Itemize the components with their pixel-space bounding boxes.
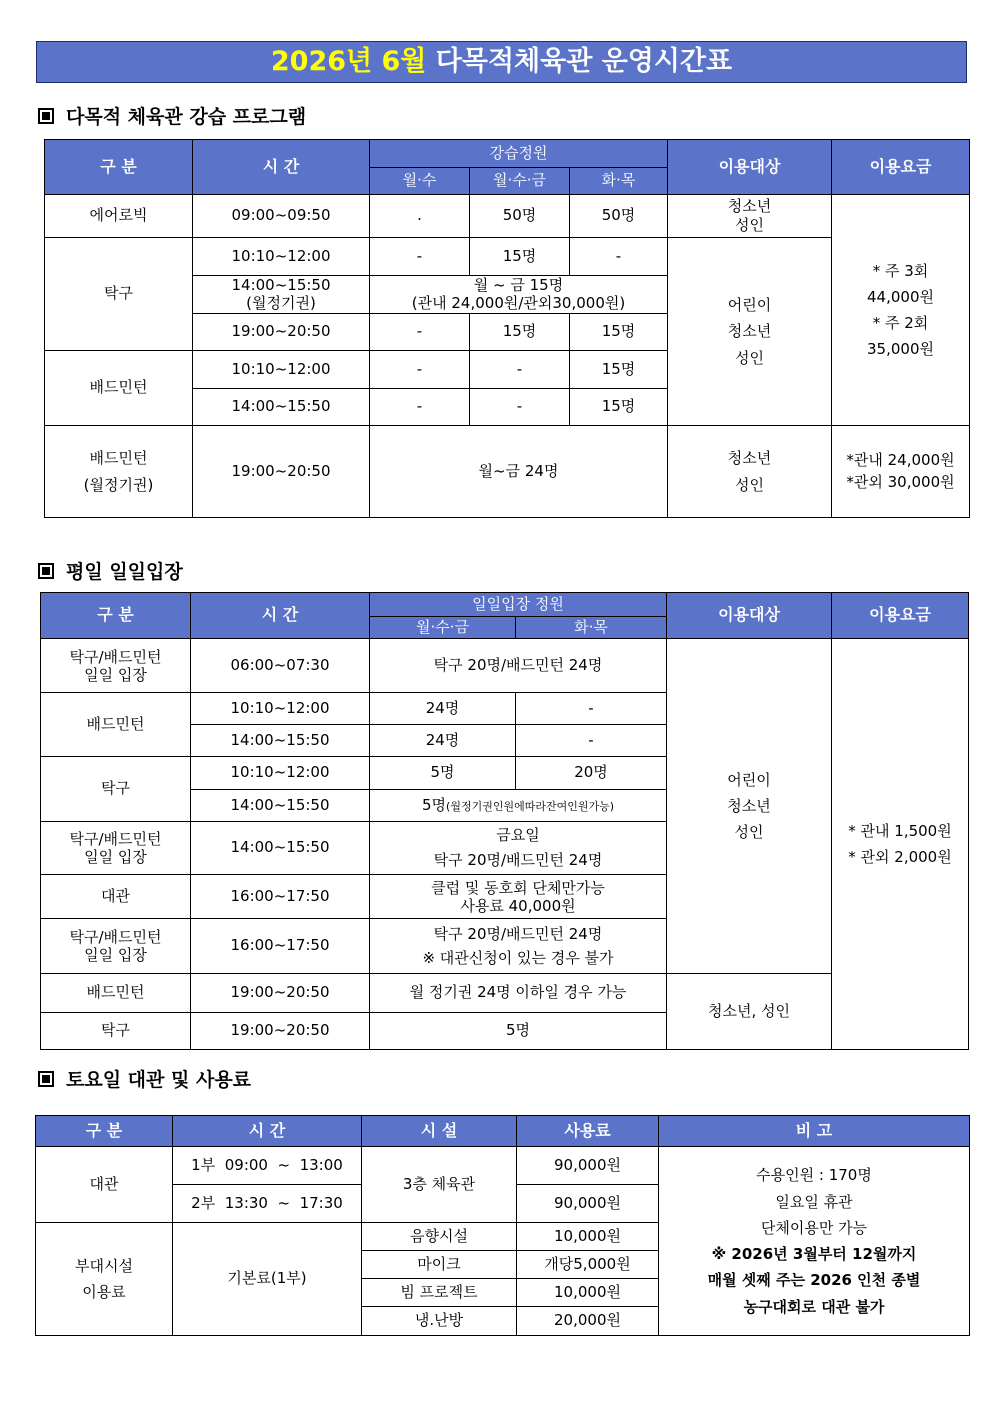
table-row: 14:00~15:50 (월정기권) 월 ~ 금 15명 (관내 24,000원/관외30,000원) xyxy=(45,276,970,314)
rental-note: 수용인원 : 170명 일요일 휴관 단체이용만 가능 ※ 2026년 3월부터 12월까지 매월 셋째 주는 2026 인천 종별 농구대회로 대관 불가 xyxy=(659,1147,970,1336)
saturday-rental-table xyxy=(35,1115,970,1336)
header-tue-thu: 화·목 xyxy=(570,168,668,195)
table-row: 19:00~20:50 - 15명 15명 xyxy=(45,314,970,351)
table-row: 배드민턴 10:10~12:00 24명 - xyxy=(41,693,969,725)
header-mon-wed: 월·수 xyxy=(370,168,470,195)
section-heading-daily: 평일 일일입장 xyxy=(38,559,183,585)
header-capacity: 일일입장 정원 xyxy=(370,593,667,617)
table-row: 빔 프로젝트 10,000원 xyxy=(36,1279,970,1307)
aerobic-target: 청소년 성인 xyxy=(668,195,832,238)
header-target: 이용대상 xyxy=(668,140,832,195)
table-row: 탁구 19:00~20:50 5명 xyxy=(41,1013,969,1050)
lesson-fee: * 주 3회 44,000원 * 주 2회 35,000원 xyxy=(832,195,970,426)
daily-target: 어린이 청소년 성인 xyxy=(667,639,832,974)
title-year-month: 2026년 6월 xyxy=(270,46,427,77)
header-time: 시 간 xyxy=(191,593,370,639)
table-row: 배드민턴 (월정기권) 19:00~20:50 월~금 24명 청소년 성인 *관내 24,000원 *관외 30,000원 xyxy=(45,426,970,518)
table-row: 대관 1부 09:00 ~ 13:00 3층 체육관 90,000원 수용인원 : 170명 일요일 휴관 단체이용만 가능 ※ 2026년 3월부터 12월까지 매월 셋째 주는 2026 인천 종별 농구대회로 대관 불가 xyxy=(36,1147,970,1185)
square-bullet-icon xyxy=(38,1071,54,1087)
table-row: 대관 16:00~17:50 클럽 및 동호회 단체만가능 사용료 40,000원 xyxy=(41,875,969,919)
table-row: 탁구/배드민턴 일일 입장 16:00~17:50 탁구 20명/배드민턴 24명 ※ 대관신청이 있는 경우 불가 xyxy=(41,919,969,974)
header-time: 시 간 xyxy=(193,140,370,195)
table-row: 14:00~15:50 5명(월정기권인원에따라잔여인원가능) xyxy=(41,790,969,822)
header-time: 시 간 xyxy=(173,1116,362,1147)
square-bullet-icon xyxy=(38,563,54,579)
table-row: 탁구/배드민턴 일일 입장 14:00~15:50 금요일 탁구 20명/배드민턴 24명 xyxy=(41,822,969,875)
lesson-program-table xyxy=(44,139,970,518)
header-category: 구 분 xyxy=(41,593,191,639)
table-row: 배드민턴 19:00~20:50 월 정기권 24명 이하일 경우 가능 청소년, 성인 xyxy=(41,974,969,1013)
square-bullet-icon xyxy=(38,108,54,124)
table-row: 14:00~15:50 - - 15명 xyxy=(45,389,970,426)
table-row: 탁구 10:10~12:00 5명 20명 xyxy=(41,757,969,790)
daily-fee: * 관내 1,500원 * 관외 2,000원 xyxy=(832,639,969,1050)
page-title xyxy=(36,41,967,83)
header-category: 구 분 xyxy=(45,140,193,195)
header-category: 구 분 xyxy=(36,1116,173,1147)
header-mon-wed-fri: 월·수·금 xyxy=(470,168,570,195)
lesson-target: 어린이 청소년 성인 xyxy=(668,238,832,426)
table-row: 부대시설 이용료 기본료(1부) 음향시설 10,000원 xyxy=(36,1223,970,1251)
section-heading-lessons: 다목적 체육관 강습 프로그램 xyxy=(38,104,306,130)
table-row: 마이크 개당5,000원 xyxy=(36,1251,970,1279)
section-heading-saturday: 토요일 대관 및 사용료 xyxy=(38,1067,251,1093)
table-row: 냉.난방 20,000원 xyxy=(36,1307,970,1336)
daily-entry-table xyxy=(40,592,969,1050)
header-fee: 사용료 xyxy=(517,1116,659,1147)
header-facility: 시 설 xyxy=(362,1116,517,1147)
header-tue-thu: 화·목 xyxy=(516,617,667,639)
table-row: 탁구 10:10~12:00 - 15명 - 어린이 청소년 성인 xyxy=(45,238,970,276)
table-row: 14:00~15:50 24명 - xyxy=(41,725,969,757)
header-mon-wed-fri: 월·수·금 xyxy=(370,617,516,639)
table-row: 탁구/배드민턴 일일 입장 06:00~07:30 탁구 20명/배드민턴 24명 어린이 청소년 성인 * 관내 1,500원 * 관외 2,000원 xyxy=(41,639,969,693)
table-row: 배드민턴 10:10~12:00 - - 15명 xyxy=(45,351,970,389)
header-fee: 이용요금 xyxy=(832,593,969,639)
evening-target: 청소년, 성인 xyxy=(667,974,832,1050)
header-note: 비 고 xyxy=(659,1116,970,1147)
header-target: 이용대상 xyxy=(667,593,832,639)
table-row: 2부 13:30 ~ 17:30 90,000원 xyxy=(36,1185,970,1223)
title-name: 다목적체육관 운영시간표 xyxy=(435,46,733,77)
header-fee: 이용요금 xyxy=(832,140,970,195)
header-capacity: 강습정원 xyxy=(370,140,668,168)
table-row: 에어로빅 09:00~09:50 . 50명 50명 청소년 성인 * 주 3회 44,000원 * 주 2회 35,000원 xyxy=(45,195,970,238)
